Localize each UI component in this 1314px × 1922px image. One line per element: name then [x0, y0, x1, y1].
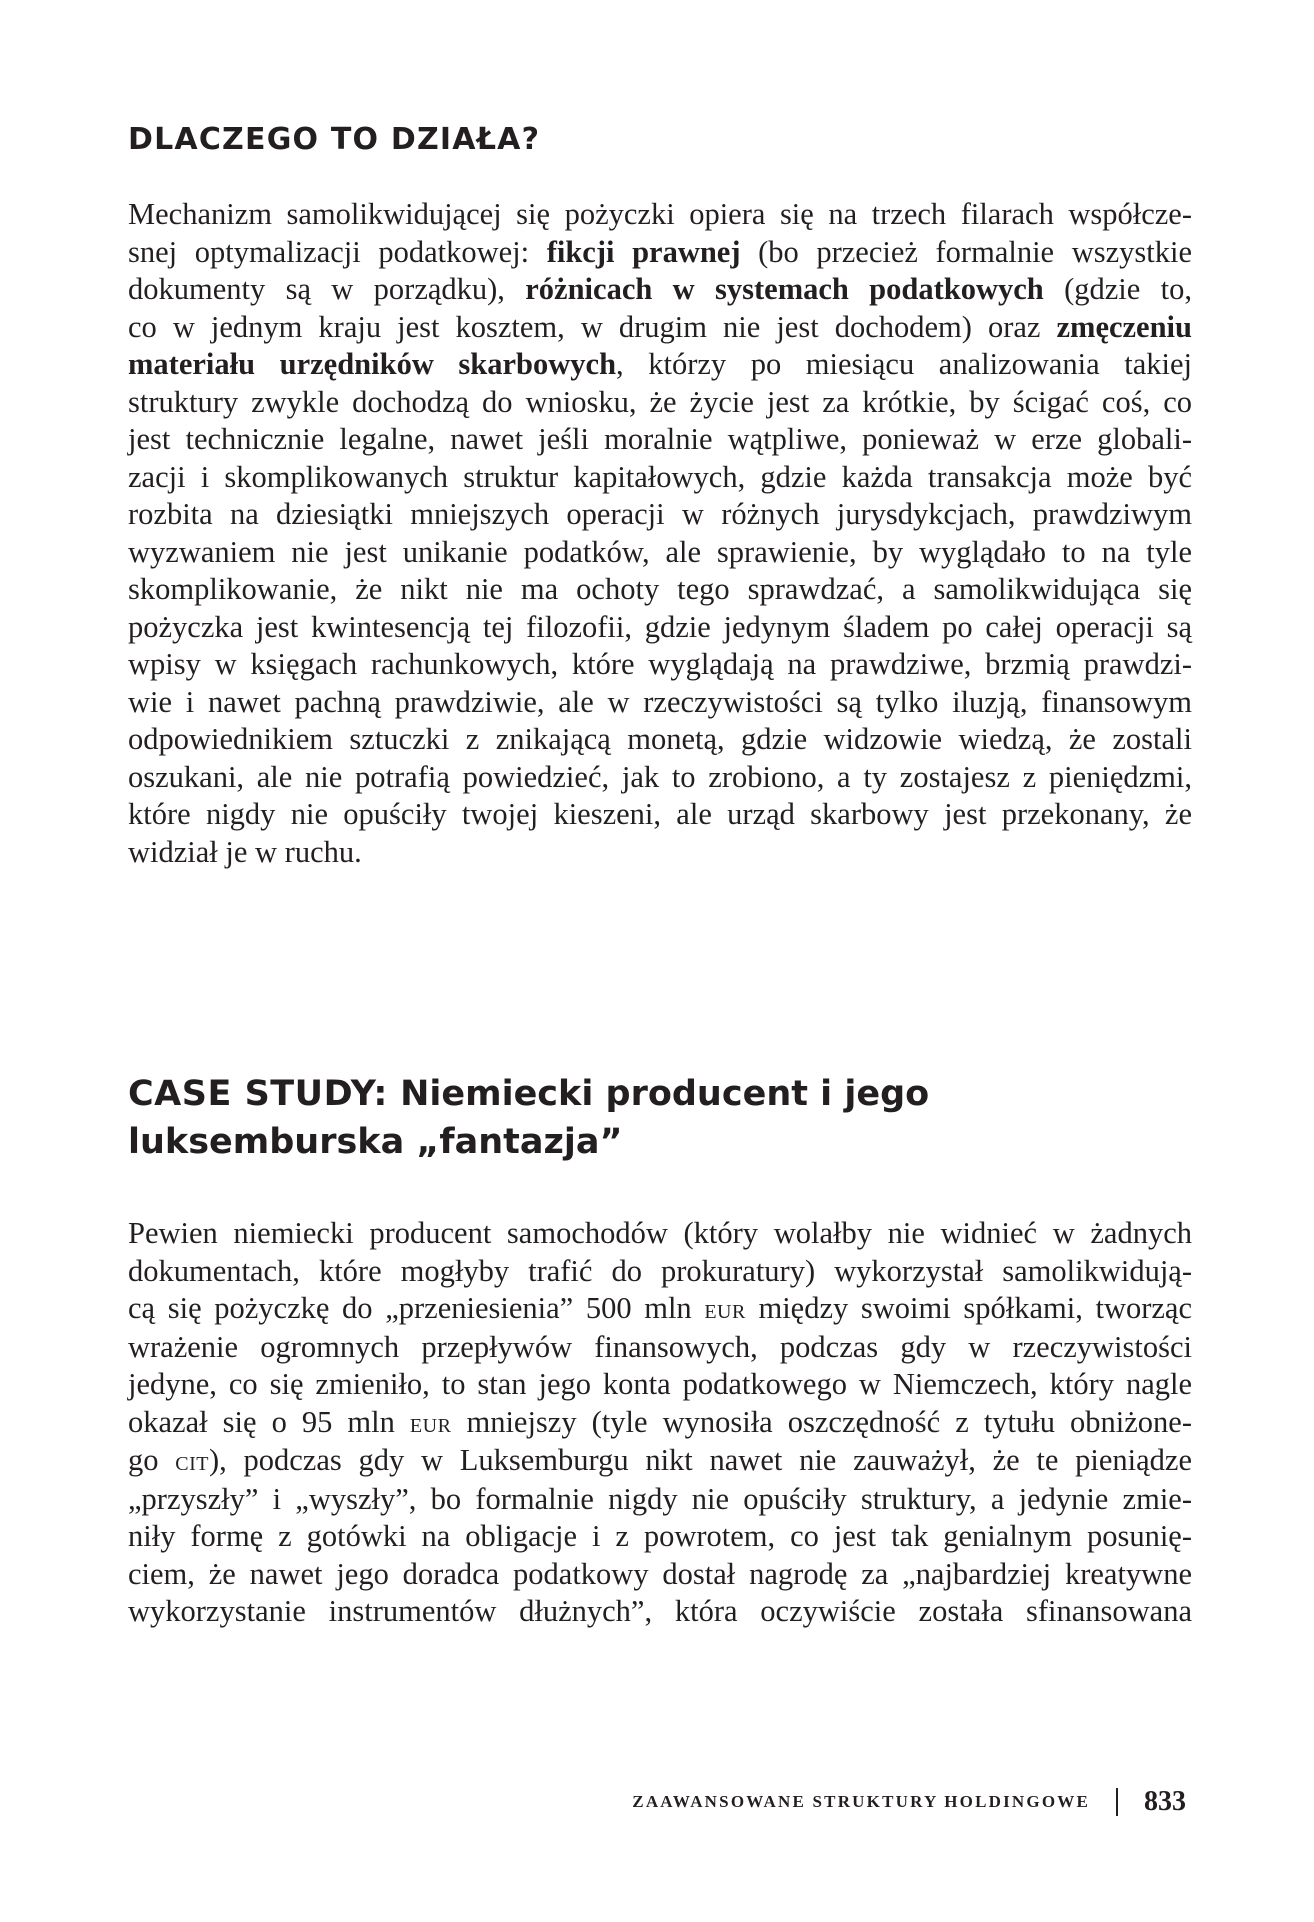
- bold-phrase: fikcji prawnej: [546, 234, 741, 269]
- text-run: oszukani, ale nie potrafią powiedzieć, jak to zrobiono, a ty zostajesz z pieniędzmi,: [128, 759, 1192, 794]
- text-line: [128, 796, 1192, 834]
- text-run: struktury zwykle dochodzą do wniosku, że życie jest za krótkie, by ścigać coś, co: [128, 384, 1192, 419]
- text-run: skomplikowanie, że nikt nie ma ochoty tego sprawdzać, a samolikwidująca się: [128, 572, 1192, 606]
- text-line: [128, 1290, 1192, 1329]
- text-line: [128, 609, 1192, 647]
- text-run: co w jednym kraju jest kosztem, w drugim nie jest dochodem) oraz: [128, 309, 1057, 344]
- text-run: jest technicznie legalne, nawet jeśli moralnie wątpliwe, ponieważ w erze globali-: [128, 422, 1192, 456]
- text-line: [128, 759, 1192, 797]
- text-run: ciem, że nawet jego doradca podatkowy dostał nagrodę za „najbardziej kreatywne: [128, 1556, 1192, 1591]
- text-run: wyzwaniem nie jest unikanie podatków, ale sprawienie, by wyglądało to na tyle: [128, 534, 1192, 569]
- text-line: [128, 571, 1192, 609]
- text-run: pożyczka jest kwintesencją tej filozofii, gdzie jedynym śladem po całej operacji są: [128, 609, 1192, 644]
- text-run: (bo przecież formalnie wszystkie: [740, 234, 1192, 269]
- text-line: [128, 1442, 1192, 1481]
- text-run: „przyszły” i „wyszły”, bo formalnie nigdy nie opuściły struktury, a jedynie zmie-: [128, 1481, 1192, 1516]
- bold-phrase: zmęczeniu: [1056, 309, 1192, 344]
- text-run: Mechanizm samolikwidującej się pożyczki opiera się na trzech filarach współcze-: [128, 197, 1192, 231]
- bold-phrase: materiału urzędników skarbowych: [128, 347, 617, 381]
- text-run: ), podczas gdy w Luksemburgu nikt nawet nie zauważył, że te pieniądze: [208, 1443, 1193, 1477]
- body-paragraph-case-study: [128, 1215, 1192, 1631]
- text-run: dokumenty są w porządku),: [128, 272, 526, 306]
- text-run: dokumentach, które mogłyby trafić do prokuratury) wykorzystał samolikwidują-: [128, 1253, 1192, 1288]
- text-line: [128, 384, 1192, 422]
- text-line: [128, 1404, 1192, 1443]
- text-line: [128, 309, 1192, 347]
- text-line: [128, 1518, 1192, 1556]
- text-run: które nigdy nie opuściły twojej kieszeni, ale urząd skarbowy jest przekonany, że: [128, 797, 1192, 831]
- text-line: [128, 1481, 1192, 1519]
- text-run: wrażenie ogromnych przepływów finansowych, podczas gdy w rzeczywistości: [128, 1329, 1192, 1364]
- text-run: go: [128, 1443, 176, 1477]
- page-footer: [632, 1782, 1186, 1822]
- text-run: zacji i skomplikowanych struktur kapitałowych, gdzie każda transakcja może być: [128, 459, 1192, 494]
- text-run: wpisy w księgach rachunkowych, które wyglądają na prawdziwe, brzmią prawdzi-: [128, 647, 1192, 681]
- text-run: Pewien niemiecki producent samochodów (który wolałby nie widnieć w żadnych: [128, 1216, 1192, 1250]
- text-line: [128, 834, 1192, 872]
- text-line: [128, 721, 1192, 759]
- body-paragraph-mechanism: [128, 196, 1192, 871]
- text-run: wie i nawet pachną prawdziwie, ale w rzeczywistości są tylko iluzją, finansowym: [128, 684, 1192, 719]
- text-line: [128, 534, 1192, 572]
- text-run: , którzy po miesiącu analizowania takiej: [616, 347, 1192, 381]
- text-line: [128, 1366, 1192, 1404]
- text-run: między swoimi spółkami, tworząc: [745, 1291, 1192, 1325]
- text-run: widział je w ruchu.: [128, 834, 362, 869]
- text-line: [128, 1593, 1192, 1631]
- text-run: cą się pożyczkę do „przeniesienia” 500 mln: [128, 1291, 705, 1325]
- text-run: mniejszy (tyle wynosiła oszczędność z tytułu obniżone-: [451, 1404, 1192, 1439]
- text-line: [128, 234, 1192, 272]
- text-run: (gdzie to,: [1043, 272, 1192, 306]
- text-run: okazał się o 95 mln: [128, 1404, 410, 1439]
- small-caps-abbr: eur: [409, 1407, 452, 1439]
- text-run: odpowiednikiem sztuczki z znikającą monetą, gdzie widzowie wiedzą, że zostali: [128, 722, 1192, 756]
- text-line: [128, 1329, 1192, 1367]
- text-line: [128, 459, 1192, 497]
- text-line: [128, 646, 1192, 684]
- text-line: [128, 1215, 1192, 1253]
- text-run: jedyne, co się zmieniło, to stan jego konta podatkowego w Niemczech, który nagle: [128, 1367, 1192, 1401]
- section-heading-why-it-works: DLACZEGO TO DZIAŁA?: [128, 122, 541, 157]
- small-caps-abbr: eur: [704, 1294, 746, 1325]
- running-title: ZAAWANSOWANE STRUKTURY HOLDINGOWE: [632, 1792, 1090, 1811]
- small-caps-abbr: cit: [175, 1446, 209, 1477]
- text-run: snej optymalizacji podatkowej:: [128, 234, 547, 269]
- text-line: [128, 496, 1192, 534]
- text-line: [128, 1556, 1192, 1594]
- text-line: [128, 346, 1192, 384]
- case-study-label: CASE STUDY:: [128, 1074, 388, 1114]
- bold-phrase: różnicach w systemach podatkowych: [525, 272, 1044, 306]
- text-run: rozbita na dziesiątki mniejszych operacji w różnych jurysdykcjach, prawdziwym: [128, 497, 1192, 531]
- text-run: niły formę z gotówki na obligacje i z powrotem, co jest tak genialnym posunię-: [128, 1519, 1192, 1553]
- case-study-title: Niemiecki producent i jego luksemburska „fantazja”: [128, 1074, 930, 1162]
- case-study-heading: [128, 1070, 1192, 1166]
- text-line: [128, 196, 1192, 234]
- text-line: [128, 271, 1192, 309]
- page-number: 833: [1144, 1786, 1186, 1817]
- text-run: wykorzystanie instrumentów dłużnych”, która oczywiście została sfinansowana: [128, 1594, 1192, 1628]
- text-line: [128, 1253, 1192, 1291]
- text-line: [128, 684, 1192, 722]
- footer-divider: [1116, 1788, 1118, 1816]
- text-line: [128, 421, 1192, 459]
